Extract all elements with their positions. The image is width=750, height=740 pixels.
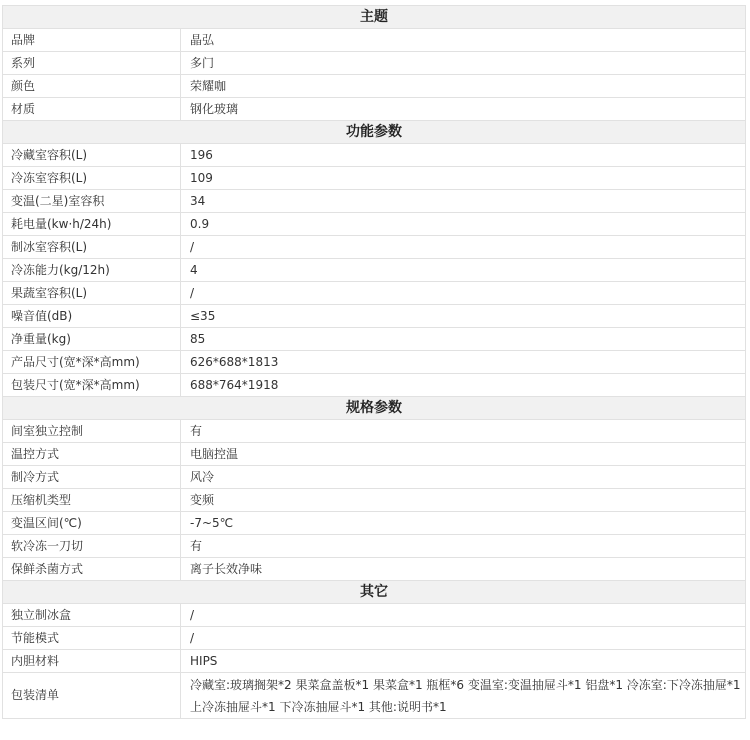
spec-value: 有 [181, 535, 746, 558]
spec-value: 钢化玻璃 [181, 98, 746, 121]
spec-value: 688*764*1918 [181, 374, 746, 397]
spec-label: 系列 [3, 52, 181, 75]
table-row [3, 282, 746, 305]
table-row [3, 29, 746, 52]
table-row [3, 604, 746, 627]
spec-label: 制冷方式 [3, 466, 181, 489]
table-row [3, 328, 746, 351]
section-title: 其它 [3, 581, 746, 604]
table-row [3, 213, 746, 236]
spec-value: 风冷 [181, 466, 746, 489]
spec-label: 节能模式 [3, 627, 181, 650]
section-header [3, 6, 746, 29]
spec-label: 包装清单 [3, 673, 181, 719]
table-row [3, 466, 746, 489]
spec-label: 材质 [3, 98, 181, 121]
spec-value: 有 [181, 420, 746, 443]
spec-label: 内胆材料 [3, 650, 181, 673]
spec-label: 噪音值(dB) [3, 305, 181, 328]
table-row [3, 351, 746, 374]
spec-table [2, 5, 746, 719]
section-title: 功能参数 [3, 121, 746, 144]
spec-label: 间室独立控制 [3, 420, 181, 443]
table-row [3, 259, 746, 282]
section-header [3, 397, 746, 420]
spec-value: 多门 [181, 52, 746, 75]
table-row [3, 673, 746, 719]
section-header [3, 121, 746, 144]
table-row [3, 144, 746, 167]
spec-value: 冷藏室:玻璃搁架*2 果菜盒盖板*1 果菜盒*1 瓶框*6 变温室:变温抽屉斗*1 铝盘*1 冷冻室:下冷冻抽屉*1 上冷冻抽屉斗*1 下冷冻抽屉斗*1 其他:说明书*1 [181, 673, 746, 719]
spec-value: ≤35 [181, 305, 746, 328]
table-row [3, 489, 746, 512]
spec-value: 34 [181, 190, 746, 213]
spec-value: 0.9 [181, 213, 746, 236]
spec-label: 软冷冻一刀切 [3, 535, 181, 558]
spec-value: 626*688*1813 [181, 351, 746, 374]
spec-label: 冷藏室容积(L) [3, 144, 181, 167]
spec-label: 包装尺寸(宽*深*高mm) [3, 374, 181, 397]
table-row [3, 305, 746, 328]
spec-label: 冷冻能力(kg/12h) [3, 259, 181, 282]
table-row [3, 443, 746, 466]
spec-label: 制冰室容积(L) [3, 236, 181, 259]
spec-label: 独立制冰盒 [3, 604, 181, 627]
spec-table-body [3, 6, 746, 719]
table-row [3, 190, 746, 213]
table-row [3, 374, 746, 397]
spec-value: 196 [181, 144, 746, 167]
table-row [3, 650, 746, 673]
table-row [3, 52, 746, 75]
spec-value: / [181, 627, 746, 650]
spec-value: -7~5℃ [181, 512, 746, 535]
table-row [3, 167, 746, 190]
spec-value: / [181, 236, 746, 259]
table-row [3, 627, 746, 650]
spec-label: 耗电量(kw·h/24h) [3, 213, 181, 236]
spec-label: 压缩机类型 [3, 489, 181, 512]
section-title: 规格参数 [3, 397, 746, 420]
spec-label: 冷冻室容积(L) [3, 167, 181, 190]
spec-label: 保鲜杀菌方式 [3, 558, 181, 581]
spec-value: / [181, 604, 746, 627]
spec-value: HIPS [181, 650, 746, 673]
spec-label: 品牌 [3, 29, 181, 52]
section-title: 主题 [3, 6, 746, 29]
table-row [3, 75, 746, 98]
spec-label: 变温区间(℃) [3, 512, 181, 535]
table-row [3, 98, 746, 121]
table-row [3, 512, 746, 535]
spec-value: 变频 [181, 489, 746, 512]
spec-label: 果蔬室容积(L) [3, 282, 181, 305]
spec-value: 电脑控温 [181, 443, 746, 466]
spec-label: 产品尺寸(宽*深*高mm) [3, 351, 181, 374]
section-header [3, 581, 746, 604]
table-row [3, 558, 746, 581]
table-row [3, 535, 746, 558]
spec-label: 净重量(kg) [3, 328, 181, 351]
spec-value: 4 [181, 259, 746, 282]
spec-label: 颜色 [3, 75, 181, 98]
spec-value: 晶弘 [181, 29, 746, 52]
spec-label: 温控方式 [3, 443, 181, 466]
table-row [3, 420, 746, 443]
spec-value: 荣耀咖 [181, 75, 746, 98]
table-row [3, 236, 746, 259]
spec-value: 离子长效净味 [181, 558, 746, 581]
spec-value: / [181, 282, 746, 305]
spec-value: 85 [181, 328, 746, 351]
spec-label: 变温(二星)室容积 [3, 190, 181, 213]
spec-value: 109 [181, 167, 746, 190]
